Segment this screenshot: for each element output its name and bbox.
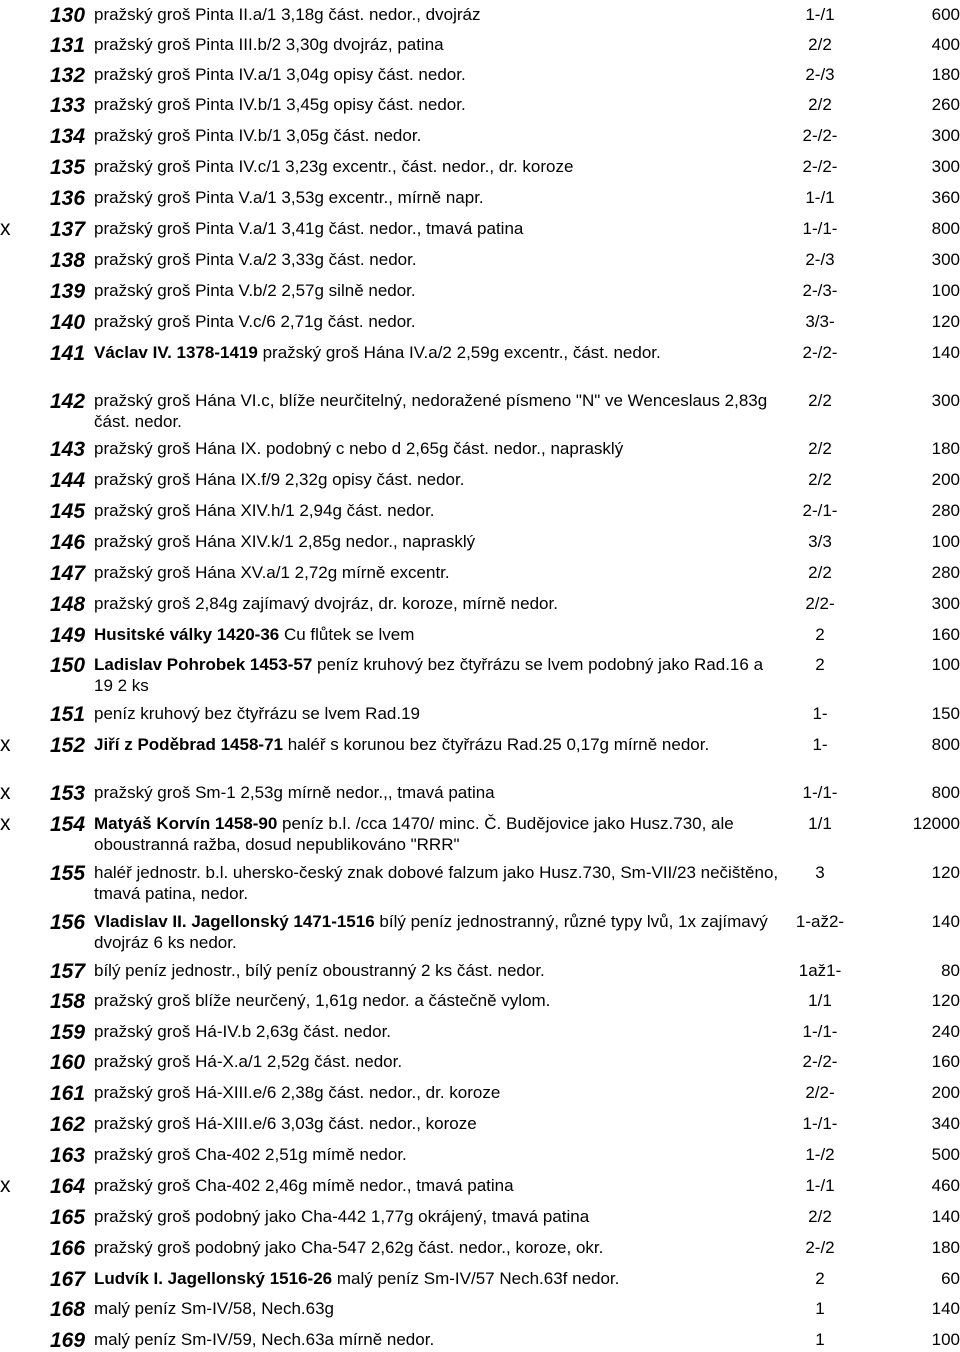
lot-text: pražský groš Cha-402 2,51g mímě nedor. [94, 1145, 407, 1164]
lot-number: 155 [50, 862, 86, 885]
lot-number: 143 [50, 438, 86, 461]
lot-grade: 2 [815, 1269, 825, 1288]
lot-grade: 1-/1- [802, 1114, 838, 1133]
lot-description [94, 782, 784, 803]
lot-price: 300 [931, 250, 960, 269]
lot-number: 141 [50, 342, 86, 365]
lot-price: 120 [931, 863, 960, 882]
lot-grade: 1-/1 [805, 1176, 835, 1195]
lot-grade: 2-/2- [802, 157, 838, 176]
lot-price: 300 [931, 391, 960, 410]
lot-price: 160 [931, 1052, 960, 1071]
lot-description [94, 562, 784, 583]
lot-description [94, 156, 784, 177]
lot-grade: 2-/3 [805, 250, 835, 269]
lot-description [94, 593, 784, 614]
lot-text: pražský groš Hána VI.c, blíže neurčitelný, nedoražené písmeno "N" ve Wenceslaus 2,83g část. nedor. [94, 391, 768, 431]
lot-description [94, 624, 784, 645]
lot-price: 140 [931, 343, 960, 362]
lot-price: 300 [931, 126, 960, 145]
lot-price: 280 [931, 563, 960, 582]
lot-number: 134 [50, 125, 86, 148]
lot-number: 142 [50, 390, 86, 413]
lot-description [94, 1329, 784, 1350]
lot-price: 120 [931, 312, 960, 331]
lot-price: 800 [931, 219, 960, 238]
lot-description [94, 4, 784, 25]
lot-number: 148 [50, 593, 86, 616]
lot-number: 168 [50, 1298, 86, 1321]
lot-price: 180 [931, 1238, 960, 1257]
lot-number: 160 [50, 1051, 86, 1074]
lot-description [94, 64, 784, 85]
lot-price: 180 [931, 439, 960, 458]
lot-grade: 2/2 [808, 35, 832, 54]
lot-text: peníz kruhový bez čtyřrázu se lvem podobný jako Rad.16 a 19 2 ks [94, 655, 764, 695]
lot-grade: 2-/2- [802, 1052, 838, 1071]
lot-text: pražský groš Pinta V.c/6 2,71g část. nedor. [94, 312, 416, 331]
lot-grade: 3/3 [808, 532, 832, 551]
lot-text: peníz b.l. /cca 1470/ minc. Č. Budějovice jako Husz.730, ale oboustranná ražba, dosud nepublikováno "RRR" [94, 814, 734, 854]
lot-number: 169 [50, 1329, 86, 1352]
lot-description [94, 1175, 784, 1196]
lot-grade: 2-/2 [805, 1238, 835, 1257]
lot-price: 100 [931, 1330, 960, 1349]
lot-grade: 2 [815, 625, 825, 644]
lot-text: pražský groš Há-X.a/1 2,52g část. nedor. [94, 1052, 403, 1071]
lot-price: 100 [931, 532, 960, 551]
lot-price: 80 [941, 961, 960, 980]
lot-number: 165 [50, 1206, 86, 1229]
selection-mark: x [0, 812, 11, 835]
lot-text: malý peníz Sm-IV/57 Nech.63f nedor. [332, 1269, 620, 1288]
lot-text: malý peníz Sm-IV/59, Nech.63a mírně nedor. [94, 1330, 435, 1349]
lot-number: 147 [50, 562, 86, 585]
lot-grade: 2/2- [805, 1083, 835, 1102]
lot-grade: 2-/1- [802, 501, 838, 520]
lot-description [94, 1082, 784, 1103]
lot-grade: 1-/1 [805, 5, 835, 24]
lot-number: 157 [50, 960, 86, 983]
lot-grade: 2/2 [808, 391, 832, 410]
lot-price: 300 [931, 594, 960, 613]
lot-price: 600 [931, 5, 960, 24]
lot-text: malý peníz Sm-IV/58, Nech.63g [94, 1299, 335, 1318]
lot-number: 136 [50, 187, 86, 210]
lot-text: pražský groš Hána IX.f/9 2,32g opisy část. nedor. [94, 470, 465, 489]
lot-grade: 1/1 [808, 991, 832, 1010]
lot-number: 131 [50, 34, 86, 57]
selection-mark: x [0, 733, 11, 756]
lot-description [94, 1298, 784, 1319]
lot-text: bílý peníz jednostr., bílý peníz oboustranný 2 ks část. nedor. [94, 961, 545, 980]
lot-description [94, 531, 784, 552]
lot-text: pražský groš Há-XIII.e/6 3,03g část. nedor., koroze [94, 1114, 477, 1133]
lot-price: 460 [931, 1176, 960, 1195]
lot-price: 300 [931, 157, 960, 176]
selection-mark: x [0, 1174, 11, 1197]
lot-grade: 3 [815, 863, 825, 882]
lot-text: pražský groš Pinta III.b/2 3,30g dvojráz, patina [94, 35, 444, 54]
ruler-heading: Ladislav Pohrobek 1453-57 [94, 655, 313, 674]
lot-grade: 1- [812, 704, 828, 723]
lot-description [94, 1113, 784, 1134]
lot-text: pražský groš podobný jako Cha-547 2,62g část. nedor., koroze, okr. [94, 1238, 604, 1257]
lot-description [94, 862, 784, 904]
lot-price: 400 [931, 35, 960, 54]
lot-price: 140 [931, 912, 960, 931]
lot-number: 140 [50, 311, 86, 334]
lot-price: 200 [931, 470, 960, 489]
lot-grade: 2/2 [808, 1207, 832, 1226]
lot-number: 162 [50, 1113, 86, 1136]
lot-text: pražský groš Pinta V.a/1 3,41g část. nedor., tmavá patina [94, 219, 524, 238]
lot-number: 163 [50, 1144, 86, 1167]
lot-description [94, 703, 784, 724]
lot-description [94, 311, 784, 332]
lot-number: 135 [50, 156, 86, 179]
lot-description [94, 1051, 784, 1072]
lot-description [94, 734, 784, 755]
lot-price: 100 [931, 281, 960, 300]
lot-price: 240 [931, 1022, 960, 1041]
ruler-heading: Husitské války 1420-36 [94, 625, 280, 644]
lot-grade: 2/2 [808, 439, 832, 458]
lot-number: 150 [50, 654, 86, 677]
lot-description [94, 654, 784, 696]
lot-grade: 1/1 [808, 814, 832, 833]
lot-number: 146 [50, 531, 86, 554]
ruler-heading: Vladislav II. Jagellonský 1471-1516 [94, 912, 375, 931]
lot-text: pražský groš 2,84g zajímavý dvojráz, dr. koroze, mírně nedor. [94, 594, 558, 613]
lot-text: pražský groš podobný jako Cha-442 1,77g okrájený, tmavá patina [94, 1207, 590, 1226]
lot-price: 140 [931, 1207, 960, 1226]
lot-grade: 2/2 [808, 563, 832, 582]
lot-number: 156 [50, 911, 86, 934]
lot-grade: 3/3- [805, 312, 835, 331]
lot-price: 260 [931, 95, 960, 114]
lot-text: pražský groš Hána IX. podobný c nebo d 2,65g část. nedor., naprasklý [94, 439, 624, 458]
lot-text: pražský groš Pinta IV.b/1 3,45g opisy část. nedor. [94, 95, 466, 114]
lot-text: pražský groš Pinta IV.c/1 3,23g excentr., část. nedor., dr. koroze [94, 157, 574, 176]
lot-grade: 2/2 [808, 470, 832, 489]
lot-number: 166 [50, 1237, 86, 1260]
lot-price: 800 [931, 783, 960, 802]
lot-description [94, 218, 784, 239]
lot-description [94, 280, 784, 301]
lot-text: pražský groš Pinta V.a/2 3,33g část. nedor. [94, 250, 417, 269]
lot-description [94, 911, 784, 953]
lot-text: pražský groš Pinta II.a/1 3,18g část. nedor., dvojráz [94, 5, 481, 24]
lot-description [94, 187, 784, 208]
lot-grade: 1- [812, 735, 828, 754]
lot-description [94, 249, 784, 270]
lot-description [94, 94, 784, 115]
lot-grade: 2/2 [808, 95, 832, 114]
ruler-heading: Matyáš Korvín 1458-90 [94, 814, 278, 833]
lot-text: pražský groš blíže neurčený, 1,61g nedor. a částečně vylom. [94, 991, 551, 1010]
lot-description [94, 125, 784, 146]
lot-number: 139 [50, 280, 86, 303]
lot-number: 153 [50, 782, 86, 805]
lot-text: peníz kruhový bez čtyřrázu se lvem Rad.19 [94, 704, 420, 723]
lot-number: 151 [50, 703, 86, 726]
lot-number: 158 [50, 990, 86, 1013]
lot-text: pražský groš Pinta V.a/1 3,53g excentr., mírně napr. [94, 188, 484, 207]
lot-number: 152 [50, 734, 86, 757]
lot-text: pražský groš Hána XIV.k/1 2,85g nedor., naprasklý [94, 532, 476, 551]
lot-text: pražský groš Hána XIV.h/1 2,94g část. nedor. [94, 501, 435, 520]
lot-text: bílý peníz jednostranný, různé typy lvů, 1x zajímavý dvojráz 6 ks nedor. [94, 912, 768, 952]
ruler-heading: Jiří z Poděbrad 1458-71 [94, 735, 283, 754]
lot-text: pražský groš Há-IV.b 2,63g část. nedor. [94, 1022, 392, 1041]
lot-price: 160 [931, 625, 960, 644]
lot-number: 133 [50, 94, 86, 117]
lot-number: 149 [50, 624, 86, 647]
lot-description [94, 960, 784, 981]
lot-text: pražský groš Sm-1 2,53g mírně nedor.,, tmavá patina [94, 783, 495, 802]
lot-number: 145 [50, 500, 86, 523]
lot-grade: 1 [815, 1299, 825, 1318]
lot-text: pražský groš Há-XIII.e/6 2,38g část. nedor., dr. koroze [94, 1083, 501, 1102]
lot-description [94, 469, 784, 490]
lot-number: 137 [50, 218, 86, 241]
ruler-heading: Václav IV. 1378-1419 [94, 343, 258, 362]
lot-number: 130 [50, 4, 86, 27]
lot-grade: 1až1- [798, 961, 842, 980]
lot-text: Cu flůtek se lvem [279, 625, 415, 644]
lot-price: 280 [931, 501, 960, 520]
selection-mark: x [0, 781, 11, 804]
lot-text: pražský groš Pinta V.b/2 2,57g silně nedor. [94, 281, 416, 300]
lot-price: 12000 [912, 814, 960, 833]
lot-price: 800 [931, 735, 960, 754]
lot-number: 161 [50, 1082, 86, 1105]
lot-description [94, 1206, 784, 1227]
lot-grade: 1-/1- [802, 783, 838, 802]
lot-number: 164 [50, 1175, 86, 1198]
lot-grade: 1 [815, 1330, 825, 1349]
lot-text: pražský groš Pinta IV.a/1 3,04g opisy část. nedor. [94, 65, 466, 84]
lot-grade: 2 [815, 655, 825, 674]
lot-price: 360 [931, 188, 960, 207]
lot-price: 150 [931, 704, 960, 723]
lot-description [94, 342, 784, 363]
lot-price: 200 [931, 1083, 960, 1102]
lot-price: 60 [941, 1269, 960, 1288]
lot-text: pražský groš Hána XV.a/1 2,72g mírně excentr. [94, 563, 450, 582]
lot-description [94, 990, 784, 1011]
lot-description [94, 1237, 784, 1258]
lot-price: 120 [931, 991, 960, 1010]
lot-price: 100 [931, 655, 960, 674]
lot-description [94, 438, 784, 459]
lot-grade: 1-až2- [795, 912, 845, 931]
lot-number: 167 [50, 1268, 86, 1291]
lot-price: 180 [931, 65, 960, 84]
lot-grade: 2-/3 [805, 65, 835, 84]
lot-text: pražský groš Hána IV.a/2 2,59g excentr., část. nedor. [257, 343, 661, 362]
lot-number: 159 [50, 1021, 86, 1044]
lot-number: 154 [50, 813, 86, 836]
lot-price: 340 [931, 1114, 960, 1133]
lot-grade: 1-/2 [805, 1145, 835, 1164]
lot-description [94, 813, 784, 855]
lot-grade: 1-/1- [802, 1022, 838, 1041]
lot-description [94, 1268, 784, 1289]
lot-description [94, 34, 784, 55]
lot-grade: 1-/1- [802, 219, 838, 238]
lot-grade: 2-/3- [802, 281, 838, 300]
lot-number: 144 [50, 469, 86, 492]
ruler-heading: Ludvík I. Jagellonský 1516-26 [94, 1269, 333, 1288]
lot-grade: 2-/2- [802, 343, 838, 362]
lot-price: 500 [931, 1145, 960, 1164]
lot-description [94, 390, 784, 432]
lot-description [94, 500, 784, 521]
selection-mark: x [0, 217, 11, 240]
lot-price: 140 [931, 1299, 960, 1318]
lot-text: haléř s korunou bez čtyřrázu Rad.25 0,17g mírně nedor. [282, 735, 710, 754]
lot-number: 138 [50, 249, 86, 272]
lot-text: haléř jednostr. b.l. uhersko-český znak dobové falzum jako Husz.730, Sm-VII/23 nečištěno, tmavá patina, nedor. [94, 863, 779, 903]
lot-text: pražský groš Cha-402 2,46g mímě nedor., tmavá patina [94, 1176, 514, 1195]
lot-grade: 2/2- [805, 594, 835, 613]
lot-grade: 2-/2- [802, 126, 838, 145]
lot-number: 132 [50, 64, 86, 87]
lot-text: pražský groš Pinta IV.b/1 3,05g část. nedor. [94, 126, 422, 145]
lot-description [94, 1144, 784, 1165]
lot-grade: 1-/1 [805, 188, 835, 207]
lot-description [94, 1021, 784, 1042]
